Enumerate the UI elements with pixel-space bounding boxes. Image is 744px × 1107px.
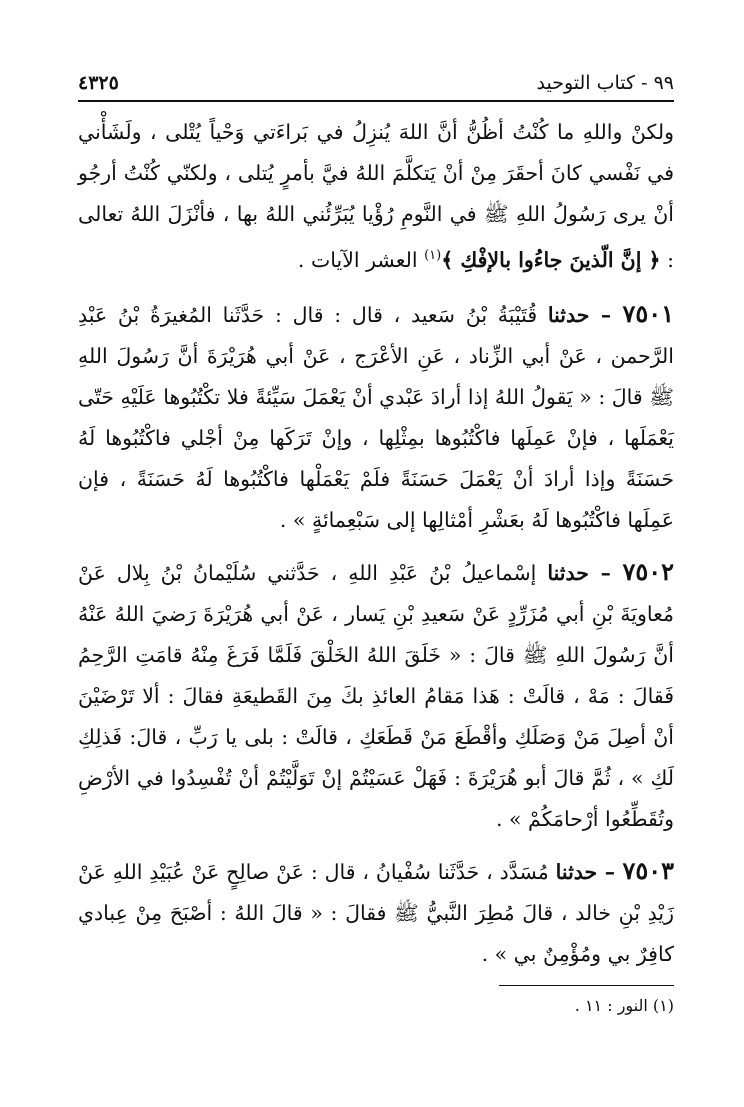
hadith-lead: حدثنا [547, 302, 590, 327]
intro-text-2: العشر الآيات . [297, 247, 425, 272]
hadith-lead: حدثنا [555, 859, 598, 884]
hadith-dash: – [589, 302, 623, 327]
hadith-dash: – [588, 560, 623, 585]
footnote: (١) النور : ١١ . [574, 995, 674, 1015]
hadith-paragraph-7501 [78, 293, 674, 541]
quran-verse: ﴿ إنَّ الّذينَ جاءُوا بالإفْكِ ﴾ [441, 247, 661, 272]
hadith-paragraph-7503 [78, 850, 674, 975]
hadith-lead: حدثنا [547, 560, 589, 585]
chapter-title: ٩٩ - كتاب التوحيد [536, 72, 674, 94]
footnote-divider [499, 985, 674, 986]
header-divider [78, 100, 674, 102]
hadith-text: قُتَيْبَةُ بْنُ سَعيد ، قال : قال : حَدَّثَنا المُغيرَةُ بْنُ عَبْدِ الرَّحمن ، عَنْ أبي الزِّناد ، عَنِ الأعْرَج ، عَنْ أبي هُرَيْرَةَ أنَّ رَسُولَ اللهِ ﷺ قالَ : « يَقولُ اللهُ إذا أرادَ عَبْدي أنْ يَعْمَلَ سَيِّئةً فلا تكْتُبُوها عَلَيْهِ حَتّى يَعْمَلَها ، فإنْ عَمِلَها فاكْتُبُوها بمِثْلِها ، وإنْ تَرَكَها مِنْ أجْلي فاكْتُبُوها لَهُ حَسَنَةً وإذا أرادَ أنْ يَعْمَلَ حَسَنَةً فلَمْ يَعْمَلْها فاكْتُبُوها لَهُ حَسَنَةً ، فإن عَمِلَها فاكْتُبُوها لَهُ بعَشْرِ أمْثالِها إلى سَبْعِمائةٍ » . [78, 302, 674, 532]
page-number: ٤٣٢٥ [78, 72, 119, 94]
hadith-number: ٧٥٠٣ [622, 855, 674, 885]
hadith-paragraph-7502 [78, 551, 674, 840]
book-page [78, 66, 674, 1076]
hadith-text: مُسَدَّد ، حَدَّثَنا سُفْيانُ ، قال : عَنْ صالِحٍ عَنْ عُبَيْدِ اللهِ عَنْ زَيْدِ بْنِ خالد ، قالَ مُطِرَ النَّبيُّ ﷺ فقالَ : « قالَ اللهُ : أصْبَحَ مِنْ عِبادي كافِرٌ بي ومُؤْمِنٌ بي » . [78, 859, 674, 966]
hadith-dash: – [597, 859, 623, 884]
intro-paragraph [78, 112, 674, 281]
hadith-number: ٧٥٠٢ [622, 556, 674, 586]
hadith-text: إسْماعيلُ بْنُ عَبْدِ اللهِ ، حَدَّثني سُلَيْمانُ بْنُ بِلال عَنْ مُعاويَةَ بْنِ أبي مُزَرِّدٍ عَنْ سَعيدِ بْنِ يَسار ، عَنْ أبي هُرَيْرَةَ رَضيَ اللهُ عَنْهُ أنَّ رَسُولَ اللهِ ﷺ قالَ : « خَلَقَ اللهُ الخَلْقَ فَلَمَّا فَرَغَ مِنْهُ قامَتِ الرَّحِمُ فَقالَ : مَهْ ، قالَتْ : هَذا مَقامُ العائذِ بكَ مِنَ القَطيعَةِ فقالَ : ألا تَرْضَيْنَ أنْ أصِلَ مَنْ وَصَلَكِ وأقْطَعَ مَنْ قَطَعَكِ ، قالَتْ : بلى يا رَبِّ ، قالَ: فَذلِكِ لَكِ » ، ثُمَّ قالَ أبو هُرَيْرَةَ : فَهَلْ عَسَيْتُمْ إنْ تَوَلَّيْتُمْ أنْ تُفْسِدُوا في الأرْضِ وتُقَطِّعُوا أرْحامَكُمْ » . [78, 560, 674, 831]
main-text [78, 112, 674, 975]
footnote-reference: (١) [424, 248, 442, 263]
running-header [78, 66, 674, 100]
hadith-number: ٧٥٠١ [622, 298, 674, 328]
intro-text-1: ولكنْ واللهِ ما كُنْتُ أظُنُّ أنَّ اللهَ يُنزِلُ في بَراءَتي وَحْياً يُتْلى ، ولَشَأْني في نَفْسي كانَ أحقَرَ مِنْ أنْ يَتكلَّمَ اللهُ فيَّ بأمرٍ يُتلى ، ولكنّي كُنْتُ أرجُو أنْ يرى رَسُولُ اللهِ ﷺ في النَّومِ رُؤْيا يُبَرِّئُني اللهُ بها ، فأنْزَلَ اللهُ تعالى : [78, 120, 674, 272]
